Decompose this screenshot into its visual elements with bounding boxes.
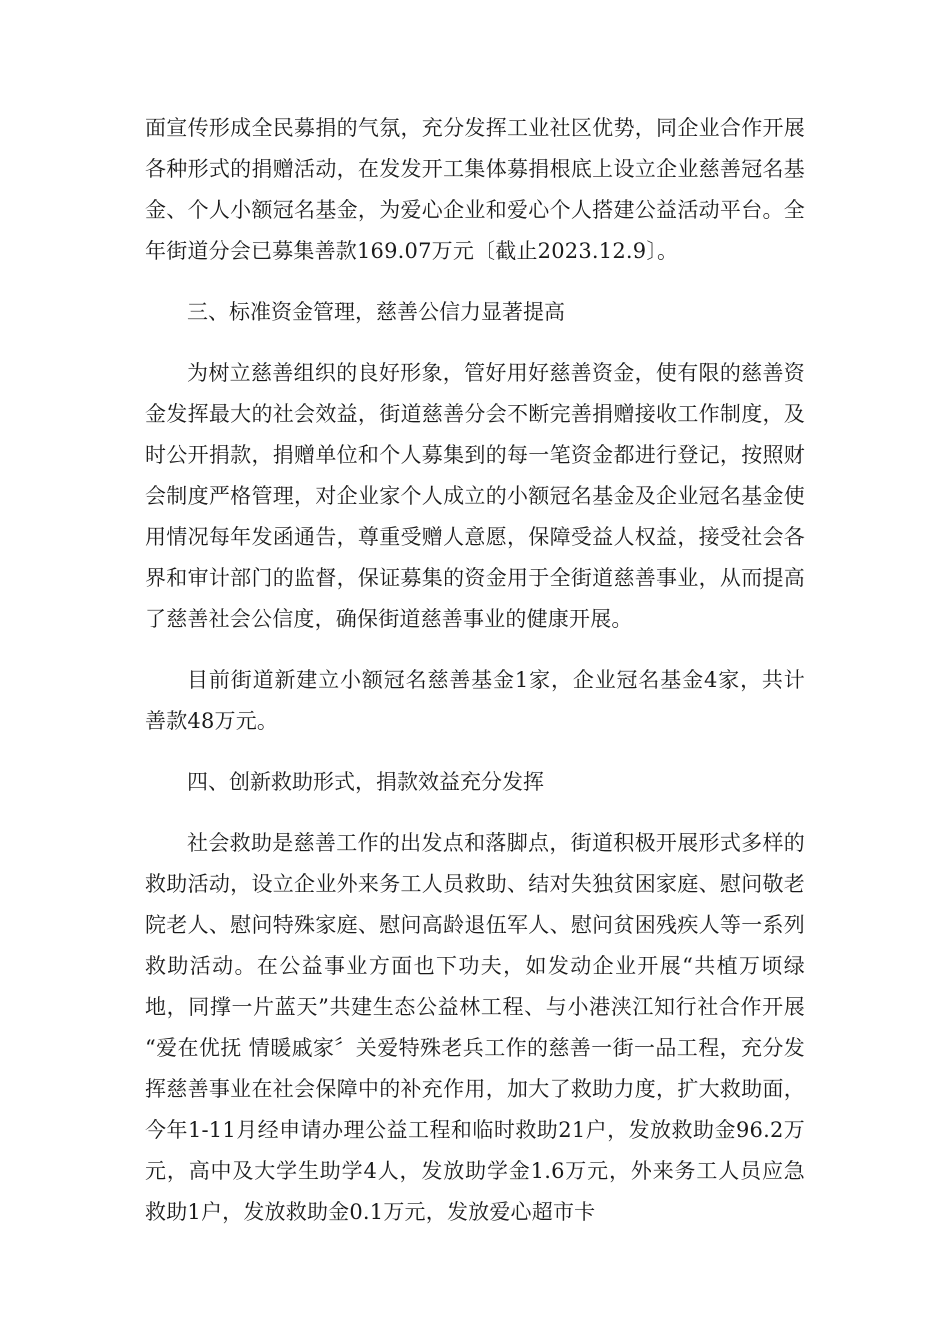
document-body bbox=[145, 108, 805, 1253]
paragraph-relief-activities: 社会救助是慈善工作的出发点和落脚点，街道积极开展形式多样的救助活动，设立企业外来务工人员救助、结对失独贫困家庭、慰问敬老院老人、慰问特殊家庭、慰问高龄退伍军人、慰问贫困残疾人等一系列救助活动。在公益事业方面也下功夫，如发动企业开展“共植万顷绿地，同撑一片蓝天”共建生态公益林工程、与小港浃江知行社合作开展 “爱在优抚 情暖戚家〞关爱特殊老兵工作的慈善一街一品工程，充分发挥慈善事业在社会保障中的补充作用，加大了救助力度，扩大救助面，今年1-11月经申请办理公益工程和临时救助21户，发放救助金96.2万元，高中及大学生助学4人，发放助学金1.6万元，外来务工人员应急救助1户，发放救助金0.1万元，发放爱心超市卡 bbox=[145, 831, 805, 1224]
heading-section-three: 三、标准资金管理，慈善公信力显著提高 bbox=[187, 300, 565, 324]
paragraph-named-funds: 目前街道新建立小额冠名慈善基金1家，企业冠名基金4家，共计善款48万元。 bbox=[145, 668, 805, 733]
heading-section-four: 四、创新救助形式，捐款效益充分发挥 bbox=[187, 770, 544, 794]
paragraph-fund-management: 为树立慈善组织的良好形象，管好用好慈善资金，使有限的慈善资金发挥最大的社会效益，街道慈善分会不断完善捐赠接收工作制度，及时公开捐款，捐赠单位和个人募集到的每一笔资金都进行登记，按照财会制度严格管理，对企业家个人成立的小额冠名基金及企业冠名基金使用情况每年发函通告，尊重受赠人意愿，保障受益人权益，接受社会各界和审计部门的监督，保证募集的资金用于全街道慈善事业，从而提高了慈善社会公信度，确保街道慈善事业的健康开展。 bbox=[145, 361, 805, 631]
paragraph-fundraising-summary: 面宣传形成全民募捐的气氛，充分发挥工业社区优势，同企业合作开展各种形式的捐赠活动，在发发开工集体募捐根底上设立企业慈善冠名基金、个人小额冠名基金，为爱心企业和爱心个人搭建公益活动平台。全年街道分会已募集善款169.07万元〔截止2023.12.9〕。 bbox=[145, 116, 805, 263]
